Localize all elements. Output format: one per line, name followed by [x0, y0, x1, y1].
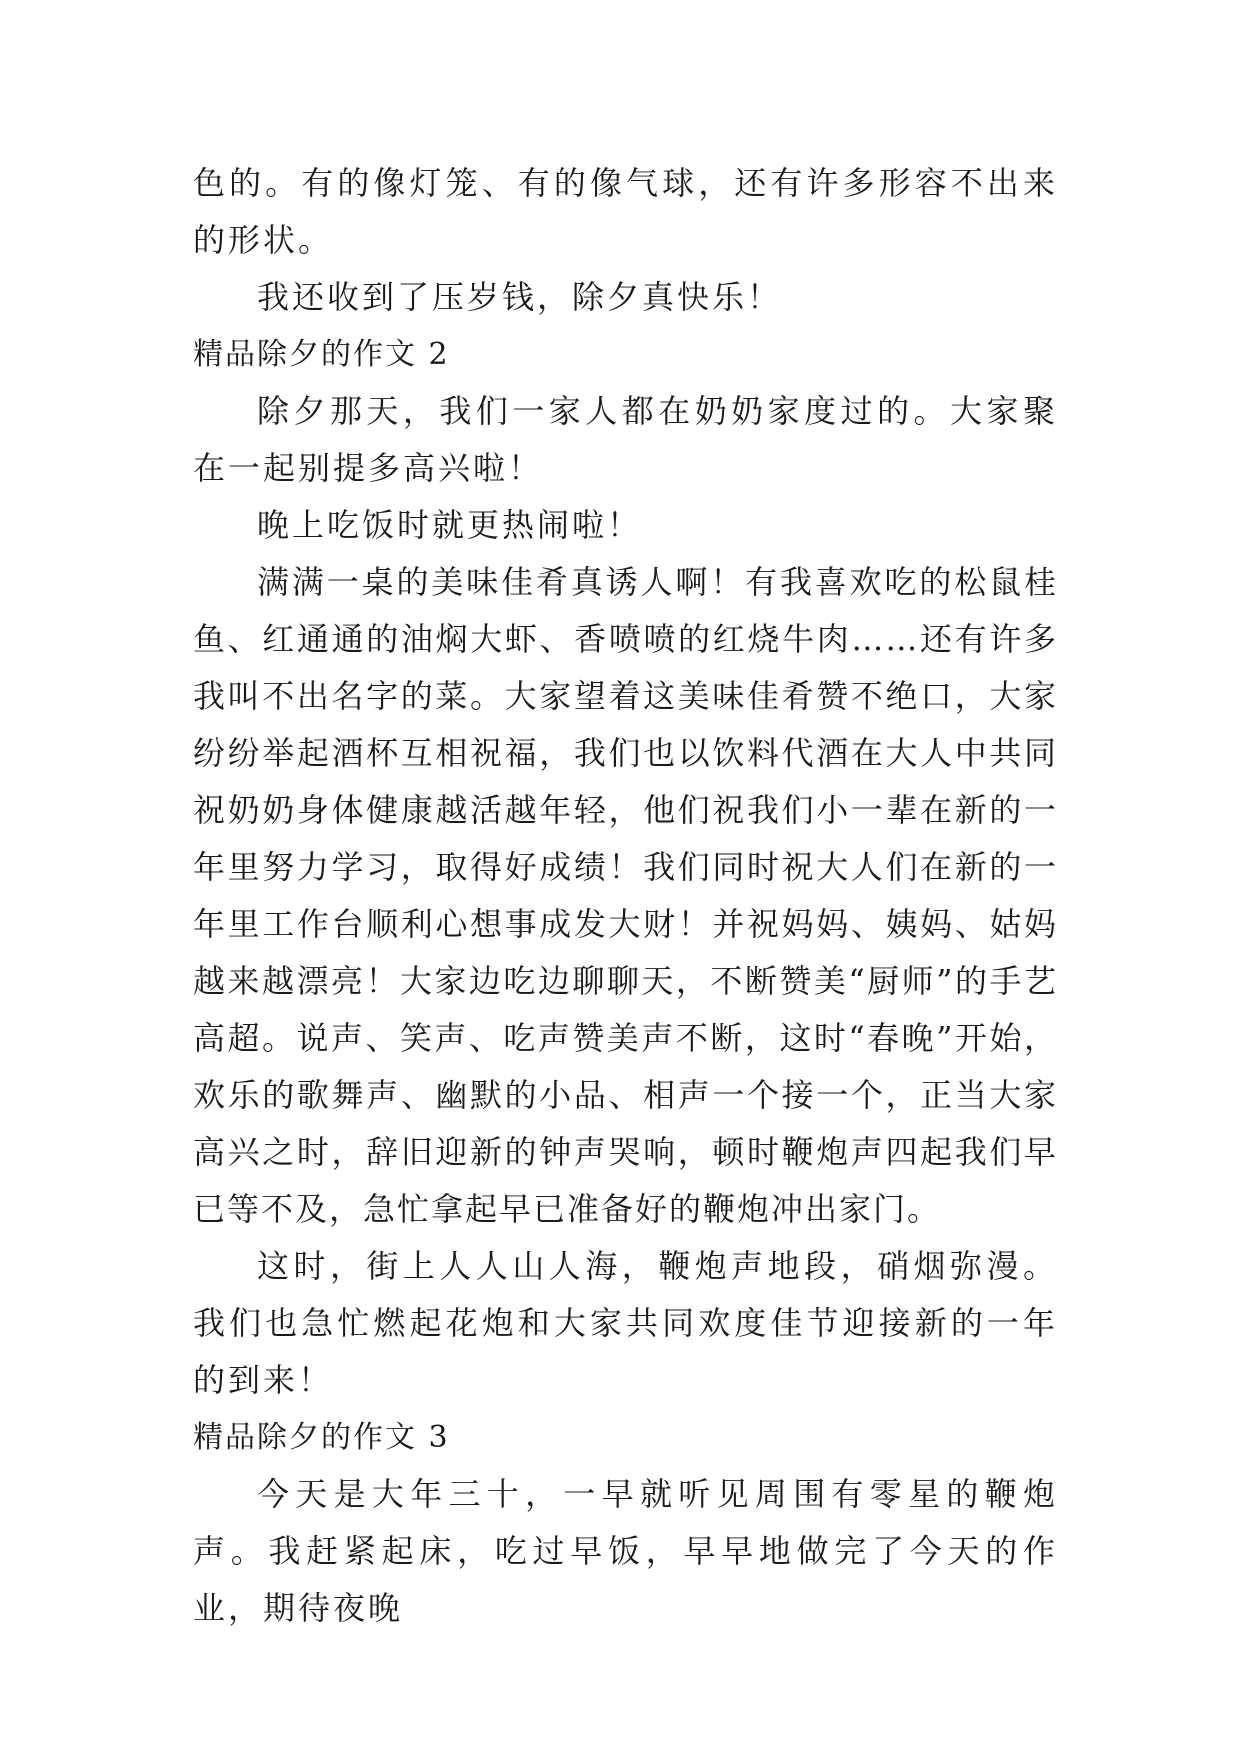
- section-heading: 精品除夕的作文 3: [193, 1420, 450, 1455]
- paragraph: 满满一桌的美味佳肴真诱人啊！有我喜欢吃的松鼠桂鱼、红通通的油焖大虾、香喷喷的红烧牛肉……还有许多我叫不出名字的菜。大家望着这美味佳肴赞不绝口，大家纷纷举起酒杯互相祝福，我们也以饮料代酒在大人中共同祝奶奶身体健康越活越年轻，他们祝我们小一辈在新的一年里努力学习，取得好成绩！我们同时祝大人们在新的一年里工作台顺利心想事成发大财！并祝妈妈、姨妈、姑妈越来越漂亮！大家边吃边聊聊天，不断赞美“厨师”的手艺高超。说声、笑声、吃声赞美声不断，这时“春晚”开始，欢乐的歌舞声、幽默的小品、相声一个接一个，正当大家高兴之时，辞旧迎新的钟声哭响，顿时鞭炮声四起我们早已等不及，急忙拿起早已准备好的鞭炮冲出家门。: [193, 563, 1058, 1228]
- paragraph-continuation: 色的。有的像灯笼、有的像气球，还有许多形容不出来的形状。: [193, 164, 1058, 259]
- paragraph: 今天是大年三十，一早就听见周围有零星的鞭炮声。我赶紧起床，吃过早饭，早早地做完了今天的作业，期待夜晚: [193, 1475, 1058, 1627]
- paragraph: 我还收到了压岁钱，除夕真快乐！: [257, 278, 783, 316]
- paragraph: 晚上吃饭时就更热闹啦！: [257, 506, 643, 544]
- paragraph: 除夕那天，我们一家人都在奶奶家度过的。大家聚在一起别提多高兴啦！: [193, 392, 1058, 487]
- paragraph: 这时，街上人人山人海，鞭炮声地段，硝烟弥漫。我们也急忙燃起花炮和大家共同欢度佳节迎接新的一年的到来！: [193, 1247, 1058, 1399]
- document-page: [193, 155, 1058, 1637]
- section-heading: 精品除夕的作文 2: [193, 337, 450, 372]
